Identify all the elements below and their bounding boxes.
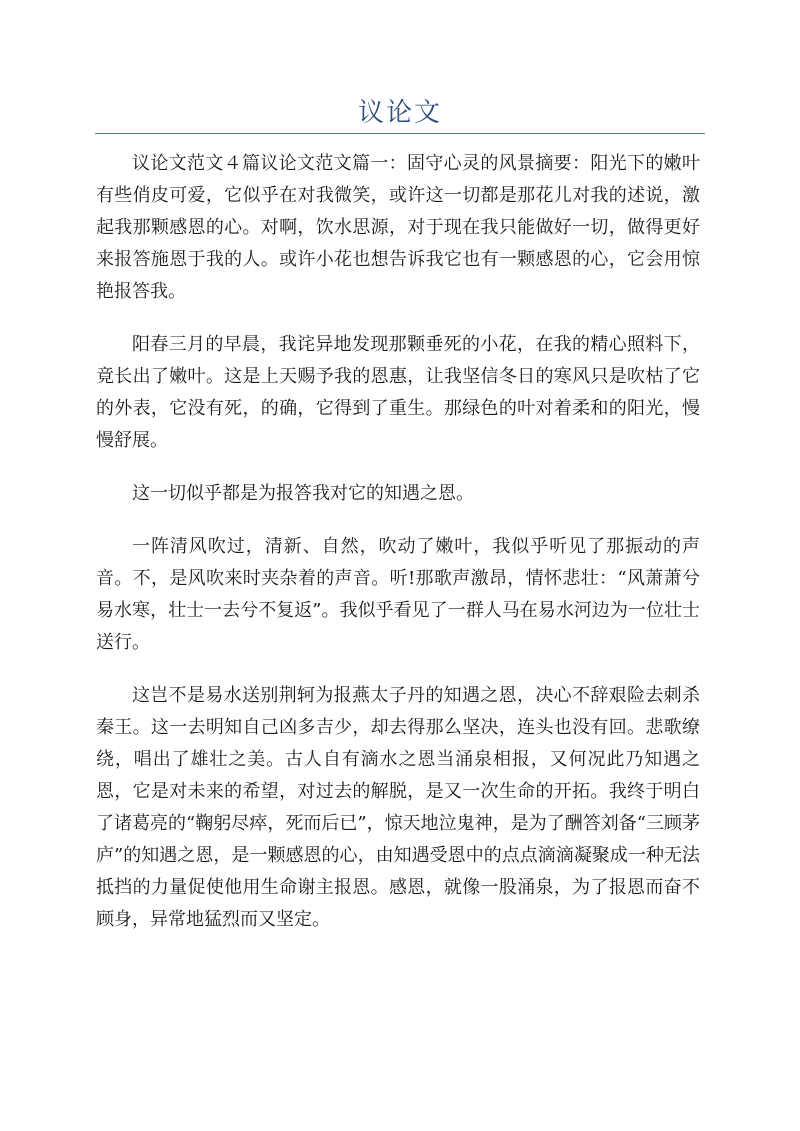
paragraph-4: 一阵清风吹过，清新、自然，吹动了嫩叶，我似乎听见了那振动的声音。不，是风吹来时夹杂着的声音。听!那歌声激昂，情怀悲壮：“风萧萧兮易水寒，壮士一去兮不复返”。我似乎看见了一群人马在易水河边为一位壮士送行。 xyxy=(96,536,700,653)
paragraph-2: 阳春三月的早晨，我诧异地发现那颗垂死的小花，在我的精心照料下，竟长出了嫩叶。这是上天赐予我的恩惠，让我坚信冬日的寒风只是吹枯了它的外表，它没有死，的确，它得到了重生。那绿色的叶对着柔和的阳光，慢慢舒展。 xyxy=(96,334,700,451)
document-title: 议论文 xyxy=(357,98,442,128)
paragraph-1: 议论文范文４篇议论文范文篇一：固守心灵的风景摘要：阳光下的嫩叶有些俏皮可爱，它似乎在对我微笑，或许这一切都是那花儿对我的述说，激起我那颗感恩的心。对啊，饮水思源，对于现在我只能做好一切，做得更好来报答施恩于我的人。或许小花也想告诉我它也有一颗感恩的心，它会用惊艳报答我。 xyxy=(96,153,700,302)
document-body xyxy=(96,148,700,957)
paragraph-5: 这岂不是易水送别荆轲为报燕太子丹的知遇之恩，决心不辞艰险去刺杀秦王。这一去明知自己凶多吉少，却去得那么坚决，连头也没有回。悲歌缭绕，唱出了雄壮之美。古人自有滴水之恩当涌泉相报，又何况此乃知遇之恩，它是对未来的希望，对过去的解脱，是又一次生命的开拓。我终于明白了诸葛亮的“鞠躬尽瘁，死而后已”，惊天地泣鬼神，是为了酬答刘备“三顾茅庐”的知遇之恩，是一颗感恩的心，由知遇受恩中的点点滴滴凝聚成一种无法抵挡的力量促使他用生命谢主报恩。感恩，就像一股涌泉，为了报恩而奋不顾身，异常地猛烈而又坚定。 xyxy=(96,685,700,930)
title-underline xyxy=(95,133,705,134)
paragraph-3: 这一切似乎都是为报答我对它的知遇之恩。 xyxy=(132,483,474,504)
